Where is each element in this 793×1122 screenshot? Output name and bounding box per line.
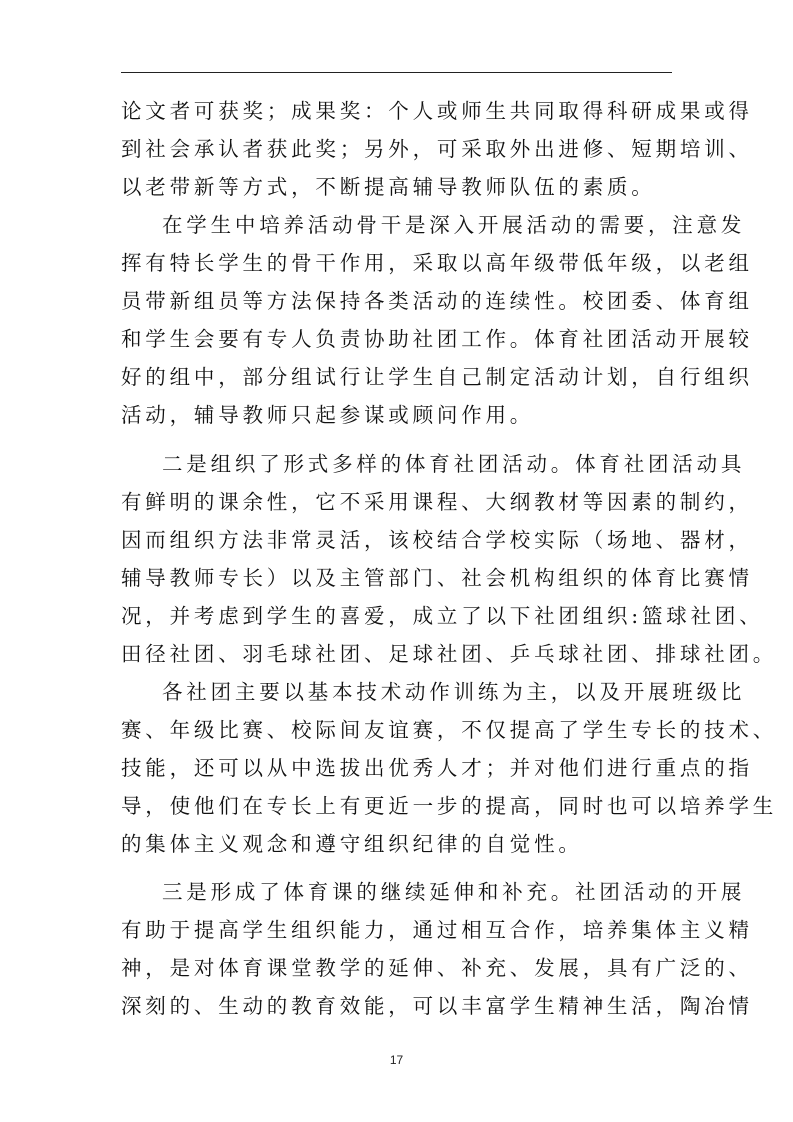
text-line: 活动，辅导教师只起参谋或顾问作用。 (121, 403, 535, 427)
text-line: 田径社团、羽毛球社团、足球社团、乒乓球社团、排球社团。 (121, 642, 778, 666)
text-line: 论文者可获奖；成果奖：个人或师生共同取得科研成果或得 (121, 99, 753, 123)
paragraph-start-line: 二是组织了形式多样的体育社团活动。体育社团活动具 (162, 452, 746, 476)
text-line: 赛、年级比赛、校际间友谊赛，不仅提高了学生专长的技术、 (121, 718, 778, 742)
text-line: 挥有特长学生的骨干作用，采取以高年级带低年级，以老组 (121, 251, 753, 275)
text-line: 辅导教师专长）以及主管部门、社会机构组织的体育比赛情 (121, 566, 753, 590)
text-line: 深刻的、生动的教育效能，可以丰富学生精神生活，陶冶情 (121, 994, 753, 1018)
paragraph-start-line: 在学生中培养活动骨干是深入开展活动的需要，注意发 (162, 213, 746, 237)
paragraph-start-line: 三是形成了体育课的继续延伸和补充。社团活动的开展 (162, 880, 746, 904)
text-line: 的集体主义观念和遵守组织纪律的自觉性。 (121, 832, 583, 856)
text-line: 有鲜明的课余性，它不采用课程、大纲教材等因素的制约， (121, 490, 753, 514)
text-line: 好的组中，部分组试行让学生自己制定活动计划，自行组织 (121, 365, 753, 389)
text-line: 技能，还可以从中选拔出优秀人才；并对他们进行重点的指 (121, 756, 753, 780)
text-line: 因而组织方法非常灵活，该校结合学校实际（场地、器材， (121, 528, 753, 552)
text-line: 到社会承认者获此奖；另外，可采取外出进修、短期培训、 (121, 137, 753, 161)
page-number: 17 (389, 1053, 404, 1067)
text-line: 员带新组员等方法保持各类活动的连续性。校团委、体育组 (121, 289, 753, 313)
text-line: 神，是对体育课堂教学的延伸、补充、发展，具有广泛的、 (121, 956, 753, 980)
header-rule (121, 72, 672, 73)
text-line: 况，并考虑到学生的喜爱，成立了以下社团组织:篮球社团、 (121, 604, 764, 628)
text-line: 有助于提高学生组织能力，通过相互合作，培养集体主义精 (121, 918, 753, 942)
text-line: 导，使他们在专长上有更近一步的提高，同时也可以培养学生 (121, 794, 778, 818)
text-line: 和学生会要有专人负责协助社团工作。体育社团活动开展较 (121, 327, 753, 351)
text-line: 以老带新等方式，不断提高辅导教师队伍的素质。 (121, 175, 656, 199)
paragraph-start-line: 各社团主要以基本技术动作训练为主，以及开展班级比 (162, 680, 746, 704)
